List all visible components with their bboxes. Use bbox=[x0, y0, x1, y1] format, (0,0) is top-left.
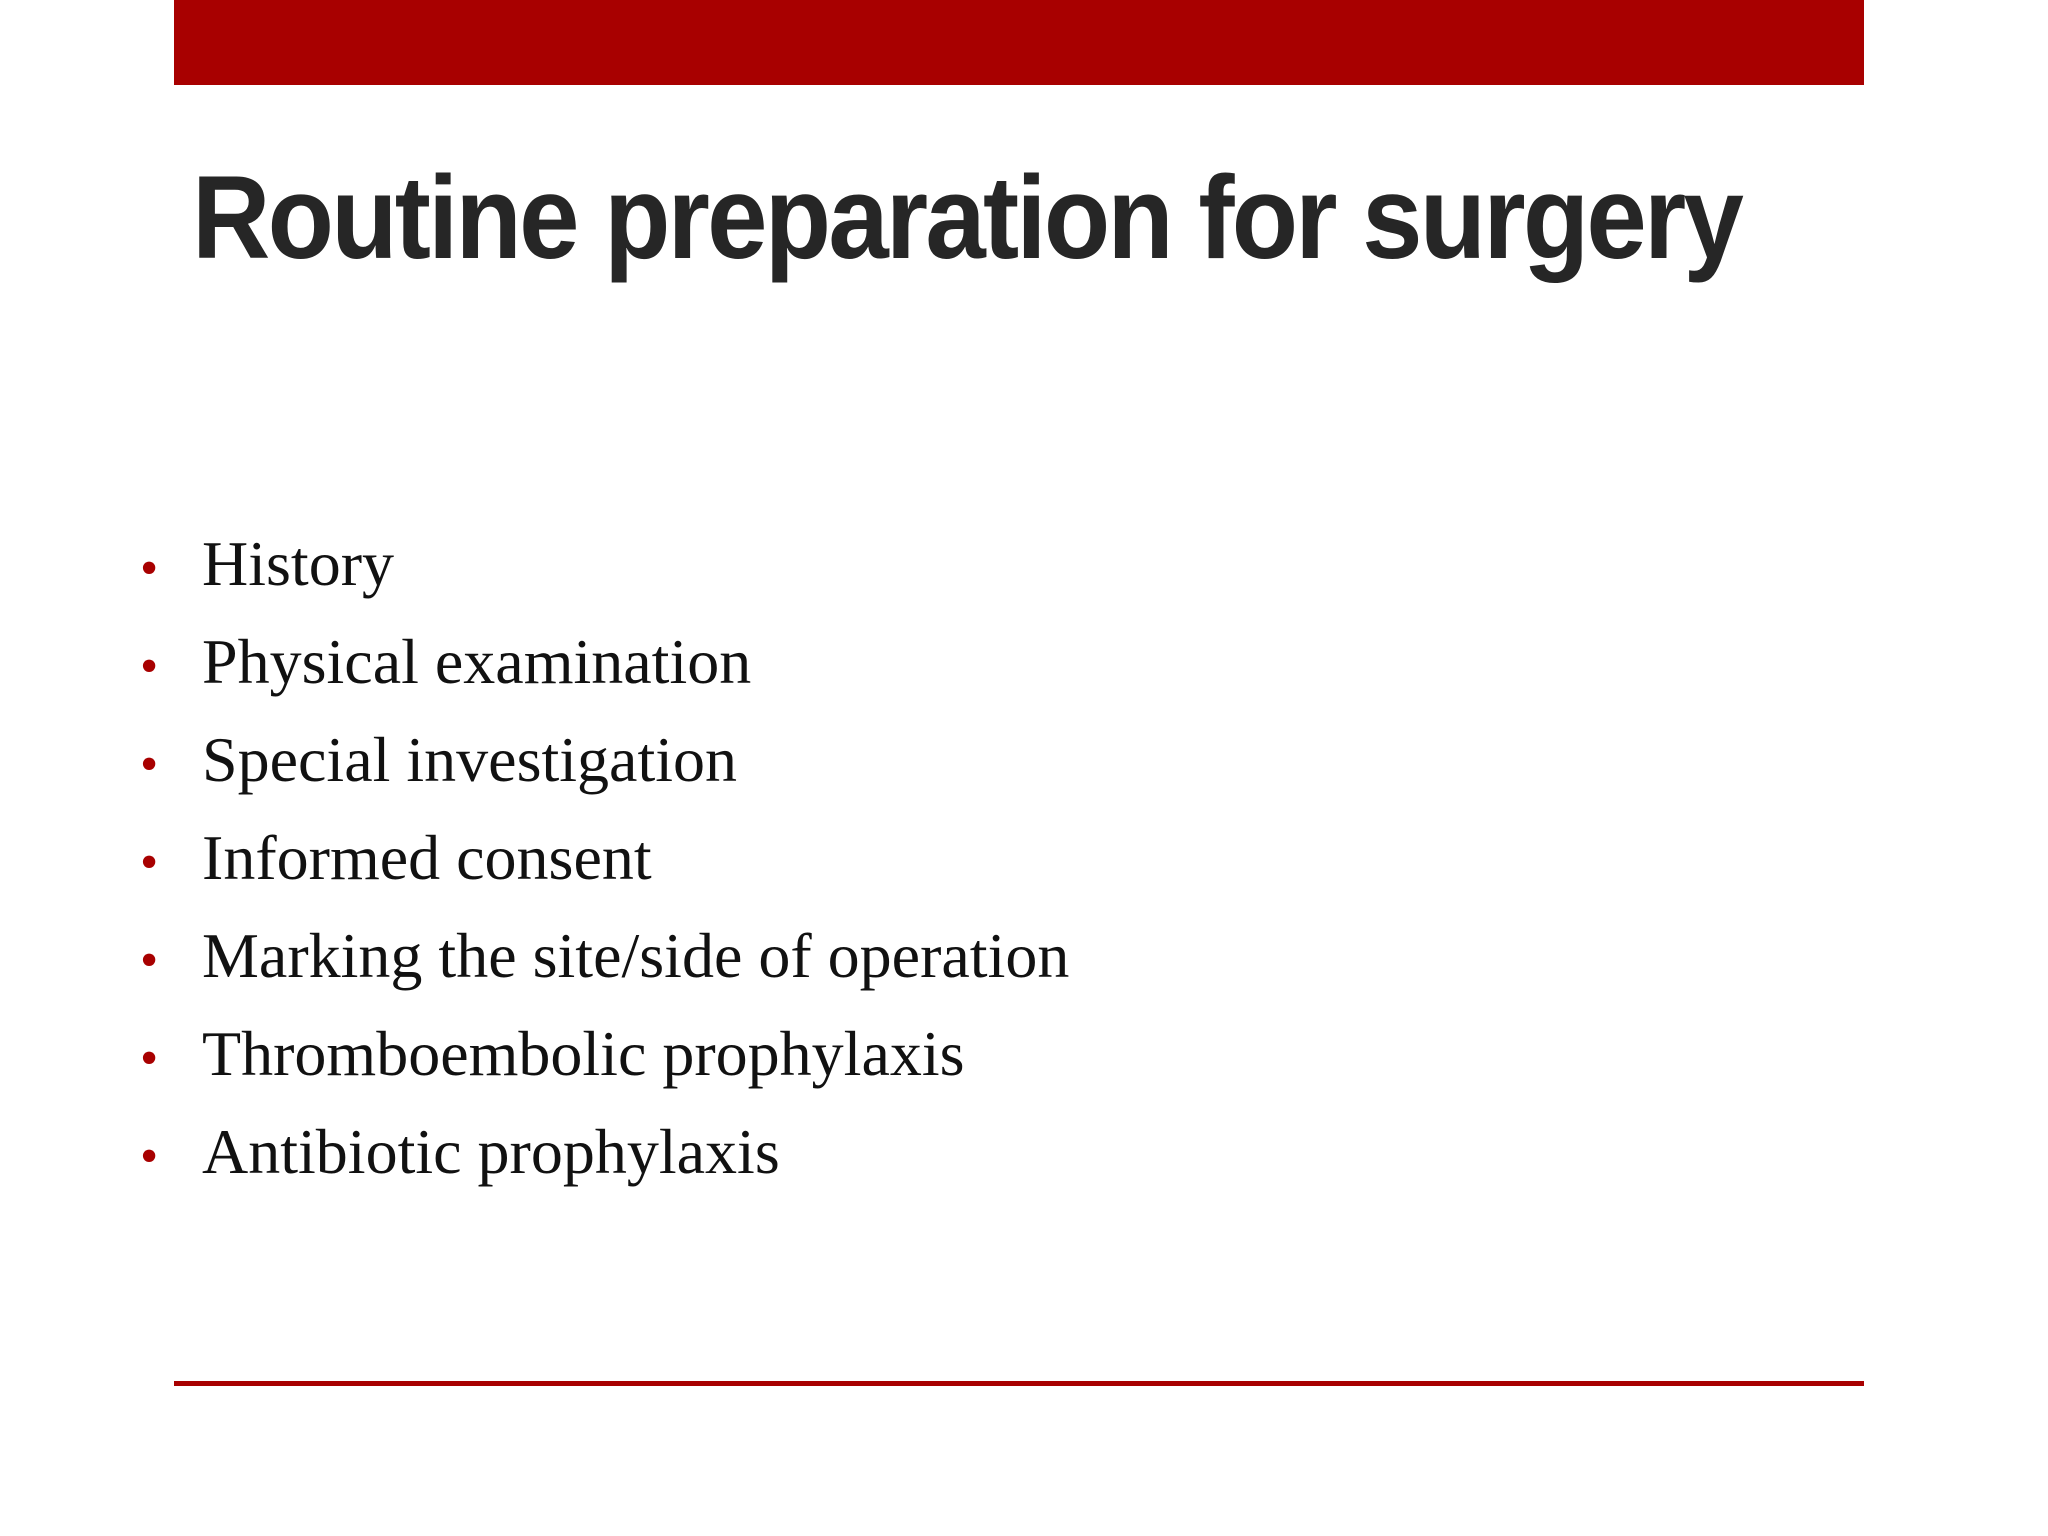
bullet-text: Special investigation bbox=[202, 724, 737, 795]
bottom-accent-line bbox=[174, 1381, 1864, 1386]
bullet-item bbox=[140, 723, 1069, 821]
bullet-icon: • bbox=[140, 1030, 159, 1087]
bullet-item bbox=[140, 919, 1069, 1017]
bullet-text: Marking the site/side of operation bbox=[202, 920, 1070, 991]
bullet-text: Physical examination bbox=[202, 626, 752, 697]
bullet-icon: • bbox=[140, 932, 159, 989]
bullet-icon: • bbox=[140, 834, 159, 891]
bullet-text: History bbox=[202, 528, 394, 599]
bullet-icon: • bbox=[140, 736, 159, 793]
bullet-text: Antibiotic prophylaxis bbox=[202, 1116, 780, 1187]
bullet-list bbox=[140, 527, 1069, 1213]
bullet-item bbox=[140, 1017, 1069, 1115]
top-accent-bar bbox=[174, 0, 1864, 85]
bullet-text: Thromboembolic prophylaxis bbox=[202, 1018, 965, 1089]
bullet-icon: • bbox=[140, 638, 159, 695]
bullet-item bbox=[140, 625, 1069, 723]
slide-title: Routine preparation for surgery bbox=[192, 152, 1742, 284]
bullet-icon: • bbox=[140, 540, 159, 597]
bullet-item bbox=[140, 527, 1069, 625]
bullet-icon: • bbox=[140, 1128, 159, 1185]
bullet-item bbox=[140, 821, 1069, 919]
bullet-text: Informed consent bbox=[202, 822, 652, 893]
bullet-item bbox=[140, 1115, 1069, 1213]
